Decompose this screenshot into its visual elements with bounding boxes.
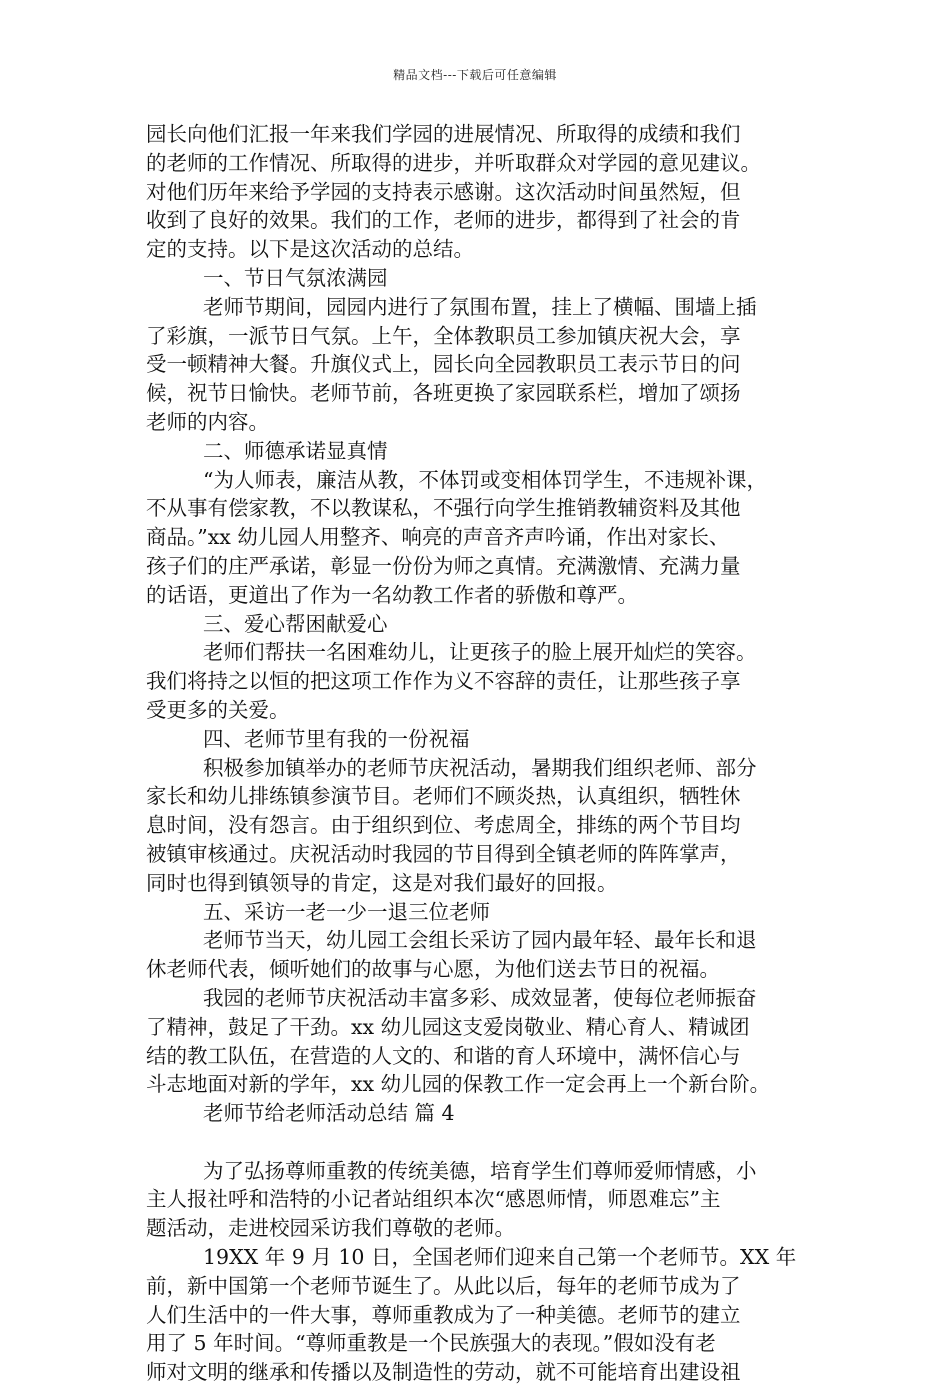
text-line: 老师的内容。 bbox=[146, 409, 269, 434]
text-line: 四、老师节里有我的一份祝福 bbox=[203, 726, 470, 751]
text-line: 对他们历年来给予学园的支持表示感谢。这次活动时间虽然短，但 bbox=[146, 179, 741, 204]
page-header: 精品文档---下载后可任意编辑 bbox=[393, 68, 557, 82]
text-line: 一、节日气氛浓满园 bbox=[203, 265, 388, 290]
text-line: 了彩旗，一派节日气氛。上午，全体教职员工参加镇庆祝大会，享 bbox=[146, 323, 741, 348]
text-line: 人们生活中的一件大事，尊师重教成为了一种美德。老师节的建立 bbox=[146, 1302, 741, 1327]
text-line: 师对文明的继承和传播以及制造性的劳动，就不可能培育出建设祖 bbox=[146, 1360, 741, 1385]
text-line: 家长和幼儿排练镇参演节目。老师们不顾炎热，认真组织，牺牲休 bbox=[146, 784, 741, 809]
text-line: 定的支持。以下是这次活动的总结。 bbox=[146, 237, 474, 262]
text-line: 休老师代表，倾听她们的故事与心愿，为他们送去节日的祝福。 bbox=[146, 957, 720, 982]
text-line: 收到了良好的效果。我们的工作，老师的进步，都得到了社会的肯 bbox=[146, 208, 741, 233]
text-line: 用了 5 年时间。“尊师重教是一个民族强大的表现。”假如没有老 bbox=[146, 1331, 716, 1356]
text-line: 三、爱心帮困献爱心 bbox=[203, 611, 388, 636]
text-line: 为了弘扬尊师重教的传统美德，培育学生们尊师爱师情感，小 bbox=[203, 1158, 757, 1183]
text-line: 同时也得到镇领导的肯定，这是对我们最好的回报。 bbox=[146, 870, 618, 895]
text-line: 五、采访一老一少一退三位老师 bbox=[203, 899, 490, 924]
text-line: 题活动，走进校园采访我们尊敬的老师。 bbox=[146, 1216, 515, 1241]
text-line: 积极参加镇举办的老师节庆祝活动，暑期我们组织老师、部分 bbox=[203, 755, 757, 780]
text-line: “为人师表，廉洁从教，不体罚或变相体罚学生，不违规补课， bbox=[203, 467, 767, 492]
text-line: 受更多的关爱。 bbox=[146, 697, 290, 722]
text-line: 商品。”xx 幼儿园人用整齐、响亮的声音齐声吟诵，作出对家长、 bbox=[146, 525, 730, 550]
text-line: 孩子们的庄严承诺，彰显一份份为师之真情。充满激情、充满力量 bbox=[146, 553, 741, 578]
text-line: 19XX 年 9 月 10 日，全国老师们迎来自己第一个老师节。XX 年 bbox=[203, 1245, 797, 1270]
text-line: 的老师的工作情况、所取得的进步，并听取群众对学园的意见建议。 bbox=[146, 150, 761, 175]
document-body bbox=[146, 120, 812, 1387]
text-line: 主人报社呼和浩特的小记者站组织本次“感恩师情，师恩难忘”主 bbox=[146, 1187, 721, 1212]
text-line: 前，新中国第一个老师节诞生了。从此以后，每年的老师节成为了 bbox=[146, 1273, 741, 1298]
text-line: 息时间，没有怨言。由于组织到位、考虑周全，排练的两个节目均 bbox=[146, 813, 741, 838]
text-line: 老师节当天，幼儿园工会组长采访了园内最年轻、最年长和退 bbox=[203, 928, 757, 953]
text-line: 结的教工队伍，在营造的人文的、和谐的育人环境中，满怀信心与 bbox=[146, 1043, 741, 1068]
blank-line bbox=[146, 1128, 812, 1157]
text-line: 我们将持之以恒的把这项工作作为义不容辞的责任，让那些孩子享 bbox=[146, 669, 741, 694]
text-line: 老师节期间，园园内进行了氛围布置，挂上了横幅、围墙上插 bbox=[203, 294, 757, 319]
text-line: 的话语，更道出了作为一名幼教工作者的骄傲和尊严。 bbox=[146, 582, 638, 607]
text-line: 老师节给老师活动总结 篇 4 bbox=[203, 1101, 455, 1126]
text-line: 老师们帮扶一名困难幼儿，让更孩子的脸上展开灿烂的笑容。 bbox=[203, 640, 757, 665]
text-line: 斗志地面对新的学年，xx 幼儿园的保教工作一定会再上一个新台阶。 bbox=[146, 1072, 771, 1097]
text-line: 被镇审核通过。庆祝活动时我园的节目得到全镇老师的阵阵掌声， bbox=[146, 841, 741, 866]
text-line: 候，祝节日愉快。老师节前，各班更换了家园联系栏，增加了颂扬 bbox=[146, 381, 741, 406]
text-line: 了精神，鼓足了干劲。xx 幼儿园这支爱岗敬业、精心育人、精诚团 bbox=[146, 1014, 750, 1039]
text-line: 不从事有偿家教，不以教谋私，不强行向学生推销教辅资料及其他 bbox=[146, 496, 741, 521]
text-line: 园长向他们汇报一年来我们学园的进展情况、所取得的成绩和我们 bbox=[146, 122, 741, 146]
text-line: 我园的老师节庆祝活动丰富多彩、成效显著，使每位老师振奋 bbox=[203, 985, 757, 1010]
text-line: 受一顿精神大餐。升旗仪式上，园长向全园教职员工表示节日的问 bbox=[146, 352, 741, 377]
text-line: 二、师德承诺显真情 bbox=[203, 438, 388, 463]
